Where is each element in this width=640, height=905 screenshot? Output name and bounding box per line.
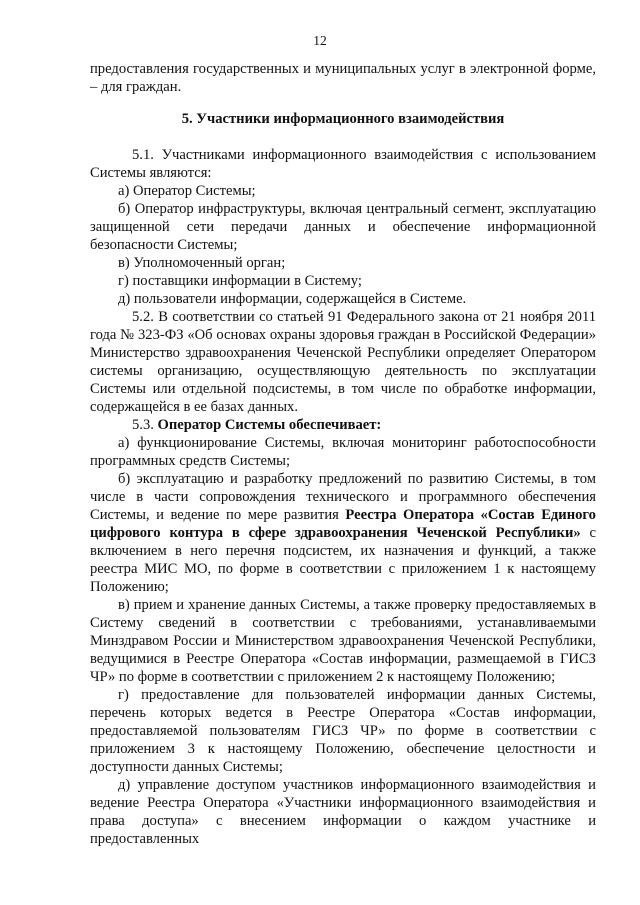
list-item-a: а) Оператор Системы; (118, 183, 256, 199)
paragraph-5-3 (90, 416, 596, 434)
duty-item-a: а) функционирование Системы, включая мониторинг работоспособности программных средств Системы; (90, 435, 596, 469)
duty-item-g: г) предоставление для пользователей информации данных Системы, перечень которых ведется в Реестре Оператора «Состав информации, предоставляемой пользователям ГИСЗ ЧР» по форме в соответствии с приложением 3 к настоящему Положению, обеспечение целостности и доступности данных Системы; (90, 687, 596, 775)
paragraph-5-3-number: 5.3. (132, 417, 154, 433)
list-item-b: б) Оператор инфраструктуры, включая центральный сегмент, эксплуатацию защищенной сети передачи данных и обеспечение информационной безопасности Системы; (90, 201, 596, 253)
duty-item-d: д) управление доступом участников информационного взаимодействия и ведение Реестра Оператора «Участники информационного взаимодействия и права доступа» с внесением информации о каждом участнике и предоставленных (90, 777, 596, 847)
duty-item-b-tail: с включением в него перечня подсистем, их назначения и функций, а также реестра МИС МО, по форме в соответствии с приложением 1 к настоящему Положению; (90, 525, 596, 595)
document-body (90, 60, 596, 848)
section-heading: 5. Участники информационного взаимодействия (181, 111, 505, 127)
duty-item-b-registry: Реестра Оператора «Состав Единого цифрового контура в сфере здравоохранения Чеченской Республики» (90, 507, 596, 541)
duty-item-b-text: б) эксплуатацию и разработку предложений по развитию Системы, в том числе в части сопровождения технического и программного обеспечения Системы, и ведение по мере развития (90, 471, 596, 523)
list-item-d: д) пользователи информации, содержащейся в Системе. (118, 291, 467, 307)
lead-paragraph: предоставления государственных и муниципальных услуг в электронной форме, – для граждан. (90, 61, 596, 95)
paragraph-5-1: 5.1. Участниками информационного взаимодействия с использованием Системы являются: (90, 147, 596, 181)
page-number: 12 (313, 33, 327, 48)
paragraph-5-2: 5.2. В соответствии со статьей 91 Федерального закона от 21 ноября 2011 года № 323-ФЗ «Об основах охраны здоровья граждан в Российской Федерации» Министерство здравоохранения Чеченской Республики определяет Оператором системы организацию, осуществляющую деятельность по эксплуатации Системы или отдельной подсистемы, в том числе по обработке информации, содержащейся в ее базах данных. (90, 309, 596, 415)
list-item-g: г) поставщики информации в Систему; (118, 273, 362, 289)
duty-item-b (90, 470, 596, 596)
paragraph-5-3-title: Оператор Системы обеспечивает: (157, 417, 382, 433)
duty-item-v: в) прием и хранение данных Системы, а также проверку предоставляемых в Систему сведений в соответствии с требованиями, устанавливаемыми Минздравом России и Министерством здравоохранения Чеченской Республики, ведущимися в Реестре Оператора «Состав информации, размещаемой в ГИСЗ ЧР» по форме в соответствии с приложением 2 к настоящему Положению; (90, 597, 596, 685)
list-item-v: в) Уполномоченный орган; (118, 255, 286, 271)
